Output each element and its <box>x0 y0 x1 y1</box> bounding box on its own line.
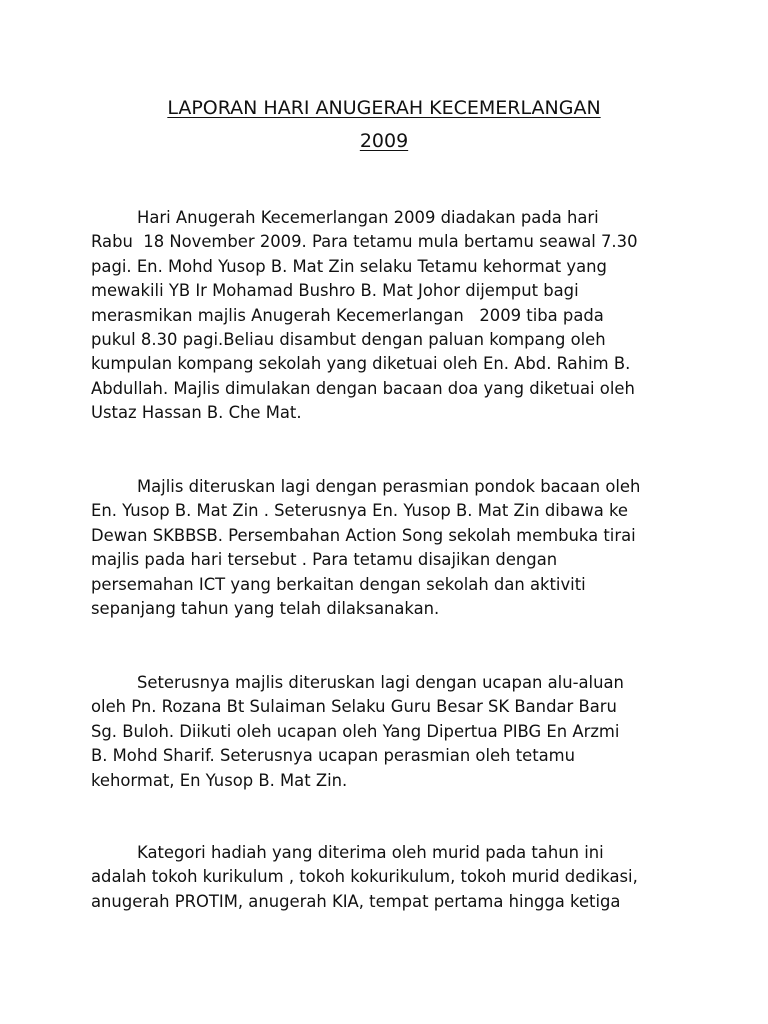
paragraph-line: persemahan ICT yang berkaitan dengan sekolah dan aktiviti <box>91 574 586 594</box>
paragraph-line: anugerah PROTIM, anugerah KIA, tempat pertama hingga ketiga <box>91 891 621 911</box>
paragraph-line: kehormat, En Yusop B. Mat Zin. <box>91 770 348 790</box>
paragraph-ceremony <box>91 475 741 621</box>
paragraph-line: En. Yusop B. Mat Zin . Seterusnya En. Yusop B. Mat Zin dibawa ke <box>91 501 628 521</box>
paragraph-line: Majlis diteruskan lagi dengan perasmian pondok bacaan oleh <box>137 477 641 496</box>
paragraph-line: Abdullah. Majlis dimulakan dengan bacaan doa yang diketuai oleh <box>91 378 635 398</box>
paragraph-line: majlis pada hari tersebut . Para tetamu disajikan dengan <box>91 550 558 570</box>
paragraph-line: oleh Pn. Rozana Bt Sulaiman Selaku Guru Besar SK Bandar Baru <box>91 697 617 717</box>
paragraph-line: pukul 8.30 pagi.Beliau disambut dengan paluan kompang oleh <box>91 330 606 350</box>
paragraph-line: Rabu 18 November 2009. Para tetamu mula bertamu seawal 7.30 <box>91 232 638 252</box>
paragraph-line: Seterusnya majlis diteruskan lagi dengan ucapan alu-aluan <box>137 673 624 692</box>
paragraph-opening <box>91 206 741 426</box>
paragraph-line: B. Mohd Sharif. Seterusnya ucapan perasmian oleh tetamu <box>91 746 576 766</box>
document-title-line: 2009 <box>359 130 409 152</box>
document-title-line: LAPORAN HARI ANUGERAH KECEMERLANGAN <box>167 97 601 119</box>
paragraph-line: merasmikan majlis Anugerah Kecemerlangan 2009 tiba pada <box>91 305 604 325</box>
paragraph-line: Ustaz Hassan B. Che Mat. <box>91 403 302 423</box>
paragraph-line: kumpulan kompang sekolah yang diketuai oleh En. Abd. Rahim B. <box>91 354 631 374</box>
paragraph-line: adalah tokoh kurikulum , tokoh kokurikulum, tokoh murid dedikasi, <box>91 867 638 887</box>
paragraph-line: Kategori hadiah yang diterima oleh murid pada tahun ini <box>137 843 604 862</box>
paragraph-speeches <box>91 671 741 793</box>
paragraph-line: Dewan SKBBSB. Persembahan Action Song sekolah membuka tirai <box>91 525 636 545</box>
paragraph-line: pagi. En. Mohd Yusop B. Mat Zin selaku Tetamu kehormat yang <box>91 256 607 276</box>
document-title <box>0 92 768 158</box>
paragraph-line: sepanjang tahun yang telah dilaksanakan. <box>91 599 440 619</box>
paragraph-line: Sg. Buloh. Diikuti oleh ucapan oleh Yang Dipertua PIBG En Arzmi <box>91 721 620 741</box>
paragraph-line: Hari Anugerah Kecemerlangan 2009 diadakan pada hari <box>137 208 599 227</box>
paragraph-line: mewakili YB Ir Mohamad Bushro B. Mat Johor dijemput bagi <box>91 281 579 301</box>
paragraph-award-categories <box>91 841 741 914</box>
